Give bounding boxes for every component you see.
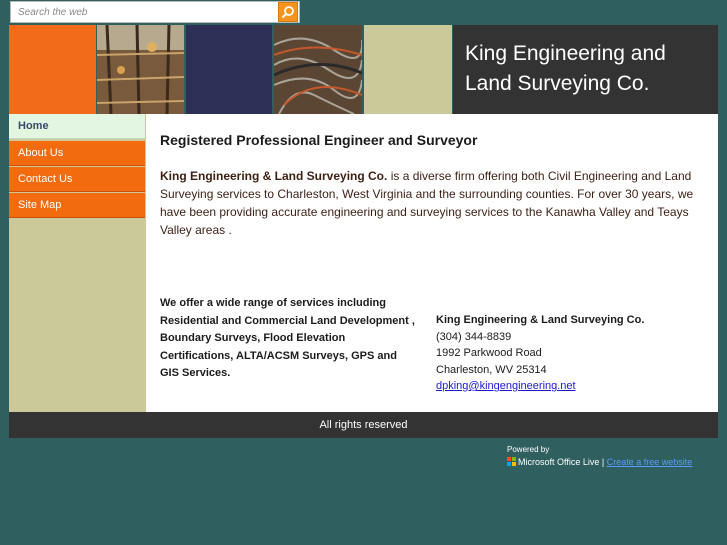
- create-free-website-link[interactable]: Create a free website: [606, 457, 693, 467]
- main-area: [9, 114, 718, 412]
- office-live-logo-icon: [507, 457, 516, 466]
- contact-address-line1: 1992 Parkwood Road: [436, 347, 542, 359]
- sidebar: [9, 114, 146, 412]
- header-tile-navy: [186, 25, 272, 114]
- header-photo-scaffolding: [97, 25, 184, 114]
- intro-text: is a diverse firm offering both Civil Engineering and Land Surveying services to Charleston, West Virginia and the surrounding counties. For over 30 years, we have been providing accurate engineering and surveying services to the Kanawha Valley and Teays Valley areas .: [160, 169, 694, 237]
- contact-phone: (304) 344-8839: [436, 330, 512, 343]
- page-heading: Registered Professional Engineer and Surveyor: [160, 132, 478, 148]
- contact-address-line2: Charleston, WV 25314: [436, 363, 547, 376]
- content: [160, 114, 715, 412]
- search-icon: [281, 5, 295, 19]
- nav-item-contact-us[interactable]: Contact Us: [9, 167, 145, 192]
- intro-paragraph: [160, 167, 710, 239]
- search-input[interactable]: [11, 2, 279, 22]
- contact-block: [436, 312, 696, 395]
- search-box: [10, 1, 300, 23]
- header-banner: [9, 25, 718, 114]
- nav-item-about-us[interactable]: About Us: [9, 141, 145, 166]
- contact-email-link[interactable]: dpking@kingengineering.net: [436, 380, 576, 392]
- header-photo-cables: [274, 25, 362, 114]
- footer-rights: All rights reserved: [9, 412, 718, 438]
- provider-name: Microsoft Office Live: [518, 457, 600, 467]
- provider-line: [507, 456, 692, 468]
- site-title: King Engineering and Land Surveying Co.: [465, 42, 666, 95]
- nav-item-home[interactable]: Home: [9, 114, 145, 139]
- nav-item-site-map[interactable]: Site Map: [9, 193, 145, 218]
- header-tile-khaki: [364, 25, 452, 114]
- header-tile-orange: [9, 25, 96, 114]
- search-button[interactable]: [278, 2, 298, 22]
- powered-by-label: Powered by: [507, 445, 550, 454]
- provider-separator: |: [601, 457, 605, 467]
- header-title-panel: [453, 25, 718, 114]
- contact-company-name: King Engineering & Land Surveying Co.: [436, 314, 645, 326]
- intro-company-name: King Engineering & Land Surveying Co.: [160, 169, 388, 183]
- services-paragraph: We offer a wide range of services including Residential and Commercial Land Development , Boundary Surveys, Flood Elevation Certifications, ALTA/ACSM Surveys, GPS and GIS Services.: [160, 297, 415, 379]
